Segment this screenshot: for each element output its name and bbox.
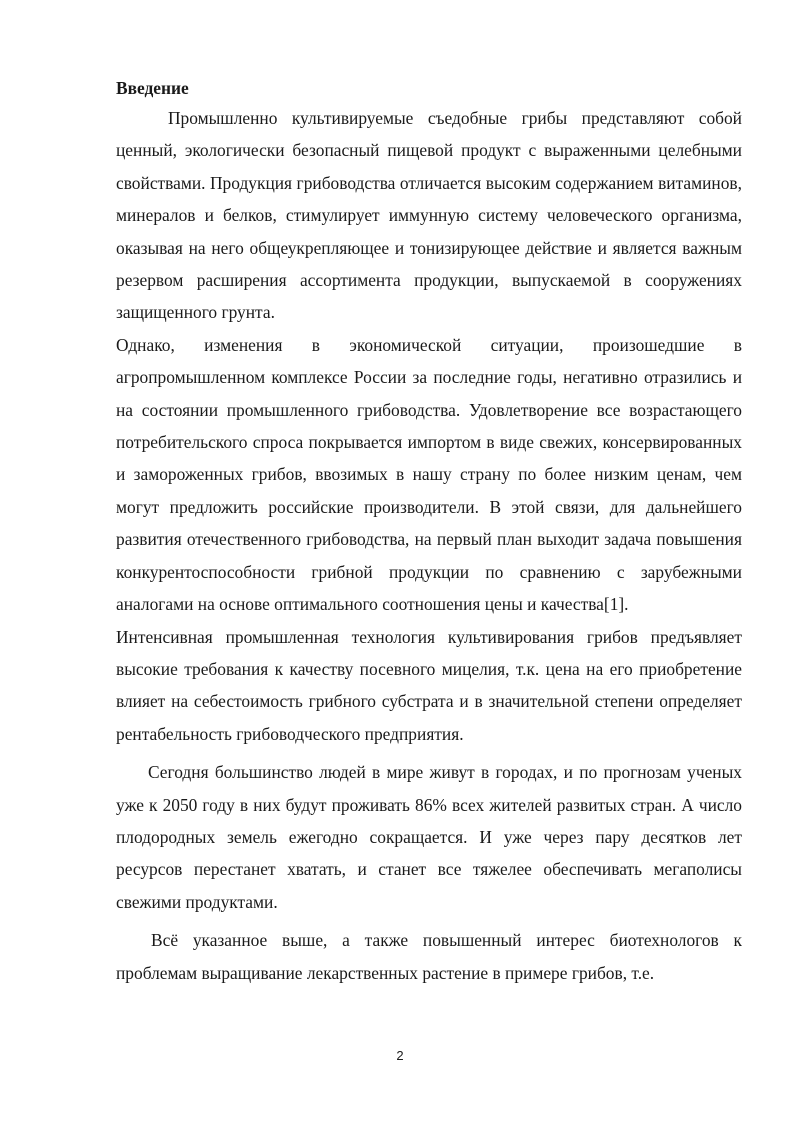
paragraph-economy: Однако, изменения в экономической ситуации, произошедшие в агропромышленном комплексе России за последние годы, негативно отразились и на состоянии промышленного грибоводства. Удовлетворение все возрастающего потребительского спроса покрывается импортом в виде свежих, консервированных и замороженных грибов, ввозимых в нашу страну по более низким ценам, чем могут предложить российские производители. В этой связи, для дальнейшего развития отечественного грибоводства, на первый план выходит задача повышения конкурентоспособности грибной продукции по сравнению с зарубежными аналогами на основе оптимального соотношения цены и качества[1].	[116, 334, 742, 615]
paragraph-cities: Сегодня большинство людей в мире живут в городах, и по прогнозам ученых уже к 2050 году в них будут проживать 86% всех жителей развитых стран. А число плодородных земель ежегодно сокращается. И уже через пару десятков лет ресурсов перестанет хватать, и станет все тяжелее обеспечивать мегаполисы свежими продуктами.	[116, 762, 742, 912]
paragraph-conclusion: Всё указанное выше, а также повышенный интерес биотехнологов к проблемам выращивание лекарственных растение в примере грибов, т.е.	[116, 930, 742, 983]
document-body	[116, 74, 742, 989]
page-number: 2	[396, 1048, 404, 1063]
paragraph-technology: Интенсивная промышленная технология культивирования грибов предъявляет высокие требования к качеству посевного мицелия, т.к. цена на его приобретение влияет на себестоимость грибного субстрата и в значительной степени определяет рентабельность грибоводческого предприятия.	[116, 626, 742, 744]
paragraph-intro: Промышленно культивируемые съедобные грибы представляют собой ценный, экологически безопасный пищевой продукт с выраженными целебными свойствами. Продукция грибоводства отличается высоким содержанием витаминов, минералов и белков, стимулирует иммунную систему человеческого организма, оказывая на него общеукрепляющее и тонизирующее действие и является важным резервом расширения ассортимента продукции, выпускаемой в сооружениях защищенного грунта.	[116, 108, 742, 323]
section-heading: Введение	[116, 78, 189, 98]
